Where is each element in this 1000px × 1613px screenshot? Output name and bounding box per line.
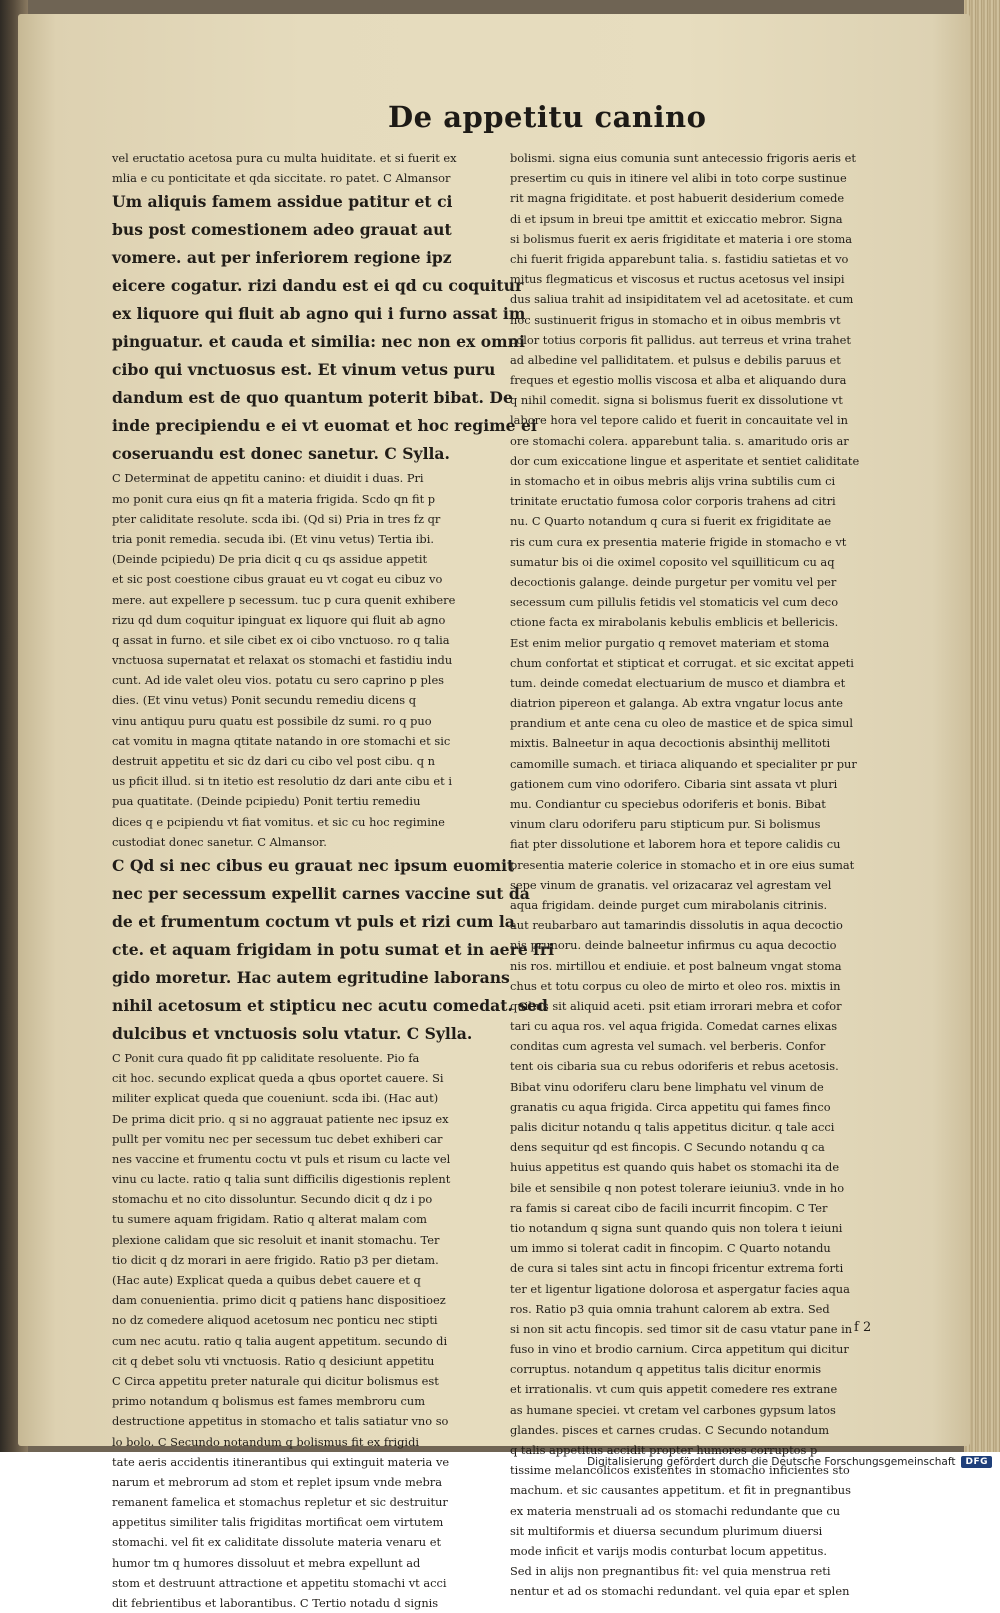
text-line: sumatur bis oi die oximel coposito vel squilliticum cu aq [510,554,835,569]
text-line: lo bolo. C Secundo notandum q bolismus fit ex frigidi [112,1434,420,1449]
text-line: decoctionis galange. deinde purgetur per vomitu vel per [510,574,837,589]
funding-credit: Digitalisierung gefördert durch die Deutsche Forschungsgemeinschaft [587,1456,956,1468]
text-line: cum nec acutu. ratio q talia augent appetitum. secundo di [112,1333,448,1348]
text-line: rit magna frigiditate. et post habuerit desiderium comede [510,191,845,206]
text-line: dandum est de quo quantum poterit bibat. De [112,388,513,408]
digitization-footer [587,1456,992,1468]
text-line: bolismi. signa eius comunia sunt antecessio frigoris aeris et [510,151,856,165]
text-line: mitus flegmaticus et viscosus et ructus acetosus vel insipi [510,272,845,287]
text-line: vomere. aut per inferiorem regione ipz [112,248,452,268]
text-line: labore hora vel tepore calido et fuerit in concauitate vel in [510,413,848,428]
text-line: hoc sustinuerit frigus in stomacho et in oibus membris vt [510,312,841,327]
text-line: fuso in vino et brodio carnium. Circa appetitum qui dicitur [510,1342,849,1357]
text-line: huius appetitus est quando quis habet os stomachi ita de [510,1160,840,1175]
text-line: ros. Ratio p3 quia omnia trahunt calorem ab extra. Sed [510,1301,830,1316]
text-line: vinu cu lacte. ratio q talia sunt difficilis digestionis replent [112,1172,451,1187]
text-line: de et frumentum coctum vt puls et rizi cum la [112,911,515,931]
text-line: nu. C Quarto notandum q cura si fuerit ex frigiditate ae [510,514,832,529]
text-line: trinitate eructatio fumosa color corporis trahens ad citri [510,494,836,509]
text-line: si bolismus fuerit ex aeris frigiditate et materia i ore stoma [510,231,853,246]
text-line: corruptus. notandum q appetitus talis dicitur enormis [510,1362,822,1377]
text-line: C Ponit cura quado fit pp caliditate resoluente. Pio fa [112,1050,420,1065]
text-line: vel eructatio acetosa pura cu multa huiditate. et si fuerit ex [112,151,457,165]
text-line: dens sequitur qd est fincopis. C Secundo notandu q ca [510,1140,825,1155]
text-line: color totius corporis fit pallidus. aut terreus et vrina trahet [510,332,851,347]
text-line: granatis cu aqua frigida. Circa appetitu qui fames finco [510,1099,831,1114]
text-line: stom et destruunt attractione et appetitu stomachi vt acci [112,1575,447,1590]
text-line: tria ponit remedia. secuda ibi. (Et vinu vetus) Tertia ibi. [112,531,434,546]
text-line: et sic post coestione cibus grauat eu vt cogat eu cibuz vo [112,572,443,587]
text-line: prandium et ante cena cu oleo de mastice et de spica simul [510,716,853,731]
text-line: tari cu aqua ros. vel aqua frigida. Comedat carnes elixas [510,1019,838,1034]
text-line: nentur et ad os stomachi redundant. vel quia epar et splen [510,1584,850,1599]
text-line: de cura si tales sint actu in fincopi fricentur extrema forti [510,1261,844,1276]
text-line: pter caliditate resolute. scda ibi. (Qd si) Pria in tres fz qr [112,511,441,526]
text-line: conditas cum agresta vel sumach. vel berberis. Confor [510,1039,826,1054]
text-line: in stomacho et in oibus mebris alijs vrina subtilis cum ci [510,474,836,488]
text-line: tissime melancolicos existentes in stomacho inficientes sto [510,1463,850,1478]
text-line: fiat pter dissolutione et laborem hora et tepore calidis cu [510,837,841,852]
text-line: mode inficit et varijs modis conturbat locum appetitus. [510,1543,827,1558]
text-line: (Deinde pcipiedu) De pria dicit q cu qs assidue appetit [112,552,428,567]
text-line: diatrion pipereon et galanga. Ab extra vngatur locus ante [510,696,843,711]
text-line: q nihil comedit. signa si bolismus fuerit ex dissolutione vt [510,393,843,408]
text-line: presertim cu quis in itinere vel alibi in toto corpe sustinue [510,171,847,186]
text-line: tent ois cibaria sua cu rebus odoriferis et rebus acetosis. [510,1059,839,1074]
text-line: dus saliua trahit ad insipiditatem vel ad acetositate. et cum [510,292,854,307]
text-line: um immo si tolerat cadit in fincopim. C Quarto notandu [510,1241,831,1256]
left-text-column [112,148,555,1613]
text-line: nis ros. mirtillou et endiuie. et post balneum vngat stoma [510,958,842,973]
text-line: camomille sumach. et tiriaca aliquando et specialiter pr pur [510,756,857,771]
folio-signature: f 2 [854,1320,872,1335]
text-line: et irrationalis. vt cum quis appetit comedere res extrane [510,1382,838,1397]
text-line: cibo qui vnctuosus est. Et vinum vetus puru [112,360,496,380]
text-line: cunt. Ad ide valet oleu vios. potatu cu sero caprino p ples [112,673,445,688]
text-line: di et ipsum in breui tpe amittit et exiccatio mebror. Signa [510,211,843,226]
text-line: q assat in furno. et sile cibet ex oi cibo vnctuoso. ro q talia [112,632,450,647]
text-line: humor tm q humores dissoluut et mebra expellunt ad [112,1555,421,1570]
text-line: custodiat donec sanetur. C Almansor. [112,834,327,849]
text-line: (Hac aute) Explicat queda a quibus debet cauere et q [112,1273,421,1287]
text-line: mu. Condiantur cu speciebus odoriferis et bonis. Bibat [510,797,826,811]
text-line: gido moretur. Hac autem egritudine laborans [112,967,510,987]
right-text-column [510,148,890,1602]
text-line: no dz comedere aliquod acetosum nec ponticu nec stipti [112,1313,438,1328]
text-line: stomachu et no cito dissoluntur. Secundo dicit q dz i po [112,1192,433,1207]
text-line: nis prunoru. deinde balneetur infirmus cu aqua decoctio [510,938,837,953]
text-line: freques et egestio mollis viscosa et alba et aliquando dura [510,373,847,388]
text-line: dor cum exiccatione lingue et asperitate et sentiet caliditate [510,453,860,468]
text-line: Bibat vinu odoriferu claru bene limphatu vel vinum de [510,1079,824,1094]
text-line: aut reubarbaro aut tamarindis dissolutis in aqua decoctio [510,918,843,933]
text-line: as humane speciei. vt cretam vel carbones gypsum latos [510,1402,836,1417]
text-line: nihil acetosum et stipticu nec acutu comedat. sed [112,995,548,1015]
text-line: cte. et aquam frigidam in potu sumat et in aere fri [112,939,555,959]
text-line: remanent famelica et stomachus repletur et sic destruitur [112,1495,448,1510]
text-line: tum. deinde comedat electuarium de musco et diambra et [510,675,846,690]
text-line: Sed in alijs non pregnantibus fit: vel quia menstrua reti [510,1564,831,1579]
text-line: chum confortat et stipticat et corrugat. et sic excitat appeti [510,655,854,670]
text-line: pua quatitate. (Deinde pcipiedu) Ponit tertiu remediu [112,794,421,809]
text-line: gationem cum vino odorifero. Cibaria sint assata vt pluri [510,776,838,791]
text-line: Um aliquis famem assidue patitur et ci [112,192,453,212]
text-line: coseruandu est donec sanetur. C Sylla. [112,444,450,464]
text-line: vnctuosa supernatat et relaxat os stomachi et fastidiu indu [112,653,453,668]
text-line: Est enim melior purgatio q removet materiam et stoma [510,635,830,650]
text-line: mo ponit cura eius qn fit a materia frigida. Scdo qn fit p [112,491,436,506]
text-line: dit febrientibus et laborantibus. C Tertio notadu d signis [112,1596,439,1610]
text-line: nes vaccine et frumentu coctu vt puls et risum cu lacte vel [112,1151,451,1166]
text-line: plexione calidam que sic resoluit et inanit stomachu. Ter [112,1232,440,1247]
text-line: militer explicat queda que coueniunt. scda ibi. (Hac aut) [112,1091,439,1106]
text-line: machum. et sic causantes appetitum. et fit in pregnantibus [510,1483,851,1498]
text-line: tu sumere aquam frigidam. Ratio q alterat malam com [112,1212,427,1227]
text-line: destruit appetitu et sic dz dari cu cibo vel post cibu. q n [112,754,435,768]
text-line: chi fuerit frigida apparebunt talia. s. fastidiu satietas et vo [510,251,849,266]
text-line: bile et sensibile q non potest tolerare ieiuniu3. vnde in ho [510,1180,845,1195]
text-line: ctione facta ex mirabolanis kebulis emblicis et bellericis. [510,615,839,630]
text-line: us pficit illud. si tn itetio est resolutio dz dari ante cibu et i [112,774,452,789]
page-title: De appetitu canino [388,100,707,134]
text-line: tate aeris accidentis itinerantibus qui extinguit materia ve [112,1454,450,1469]
text-line: dam conuenientia. primo dicit q patiens hanc dispositioez [112,1293,446,1308]
text-line: tio notandum q signa sunt quando quis non tolera t ieiuni [510,1220,843,1235]
text-line: dices q e pcipiendu vt fiat vomitus. et sic cu hoc regimine [112,814,445,829]
text-line: vinu antiquu puru quatu est possibile dz sumi. ro q puo [112,713,432,728]
text-line: ter et ligentur ligatione dolorosa et aspergatur facies aqua [510,1281,850,1296]
text-line: dulcibus et vnctuosis solu vtatur. C Sylla. [112,1023,473,1043]
text-line: ex materia menstruali ad os stomachi redundante que cu [510,1503,841,1518]
text-line: ex liquore qui fluit ab agno qui i furno assat im [112,304,526,324]
text-line: nec per secessum expellit carnes vaccine sut da [112,883,530,903]
text-line: presentia materie colerice in stomacho et in ore eius sumat [510,857,855,872]
text-line: ad albedine vel palliditatem. et pulsus e debilis paruus et [510,352,841,367]
text-line: mlia e cu ponticitate et qda siccitate. ro patet. C Almansor [112,171,451,186]
text-line: sit multiformis et diuersa secundum plurimum diuersi [510,1523,823,1538]
text-line: destructione appetitus in stomacho et talis satiatur vno so [112,1414,449,1429]
text-line: ore stomachi colera. apparebunt talia. s. amaritudo oris ar [510,433,849,448]
text-line: De prima dicit prio. q si no aggrauat patiente nec ipsuz ex [112,1111,449,1126]
text-line: sepe vinum de granatis. vel orizacaraz vel agrestam vel [510,877,832,892]
text-line: inde precipiendu e ei vt euomat et hoc regime ei [112,416,537,436]
text-line: secessum cum pillulis fetidis vel stomaticis vel cum deco [510,595,839,610]
text-line: C Determinat de appetitu canino: et diuidit i duas. Pri [112,471,424,486]
text-line: cit q debet solu vti vnctuosis. Ratio q desiciunt appetitu [112,1353,435,1368]
text-line: narum et mebrorum ad stom et replet ipsum vnde mebra [112,1474,443,1489]
text-line: cat vomitu in magna qtitate natando in ore stomachi et sic [112,733,451,748]
text-line: pinguatur. et cauda et similia: nec non ex omni [112,332,525,352]
text-line: chus et totu corpus cu oleo de mirto et oleo ros. mixtis in [510,978,841,993]
dfg-logo: DFG [961,1456,992,1468]
text-line: palis dicitur notandu q talis appetitus dicitur. q tale acci [510,1120,835,1134]
text-line: C Qd si nec cibus eu grauat nec ipsum euomit [112,855,515,875]
text-line: ris cum cura ex presentia materie frigide in stomacho e vt [510,534,847,549]
text-line: tio dicit q dz morari in aere frigido. Ratio p3 per dietam. [112,1252,439,1267]
text-line: aqua frigidam. deinde purget cum mirabolanis citrinis. [510,897,828,912]
text-line: eicere cogatur. rizi dandu est ei qd cu coquitur [112,276,524,296]
text-line: C Circa appetitu preter naturale qui dicitur bolismus est [112,1373,439,1388]
text-line: cit hoc. secundo explicat queda a qbus oportet cauere. Si [112,1071,444,1086]
text-line: q talis appetitus accidit propter humores corruptos p [510,1443,818,1457]
text-line: pullt per vomitu nec per secessum tuc debet exhiberi car [112,1131,443,1146]
text-line: mere. aut expellere p secessum. tuc p cura quenit exhibere [112,592,456,607]
text-line: appetitus similiter talis frigiditas mortificat oem virtutem [112,1515,444,1530]
text-line: stomachi. vel fit ex caliditate dissolute materia venaru et [112,1535,442,1550]
text-line: ra famis si careat cibo de facili incurrit fincopim. C Ter [510,1200,828,1215]
text-line: primo notandum q bolismus est fames membroru cum [112,1394,426,1409]
text-line: bus post comestionem adeo grauat aut [112,220,452,240]
text-line: si non sit actu fincopis. sed timor sit de casu vtatur pane in [510,1321,853,1336]
text-line: glandes. pisces et carnes crudas. C Secundo notandum [510,1422,830,1437]
text-line: dies. (Et vinu vetus) Ponit secundu remediu dicens q [112,693,416,708]
text-line: mixtis. Balneetur in aqua decoctionis absinthij mellitoti [510,736,831,751]
text-line: quibus sit aliquid aceti. psit etiam irrorari mebra et cofor [510,998,842,1013]
text-line: rizu qd dum coquitur ipinguat ex liquore qui fluit ab agno [112,612,446,627]
text-line: vinum claru odoriferu paru stipticum pur. Si bolismus [510,817,821,832]
